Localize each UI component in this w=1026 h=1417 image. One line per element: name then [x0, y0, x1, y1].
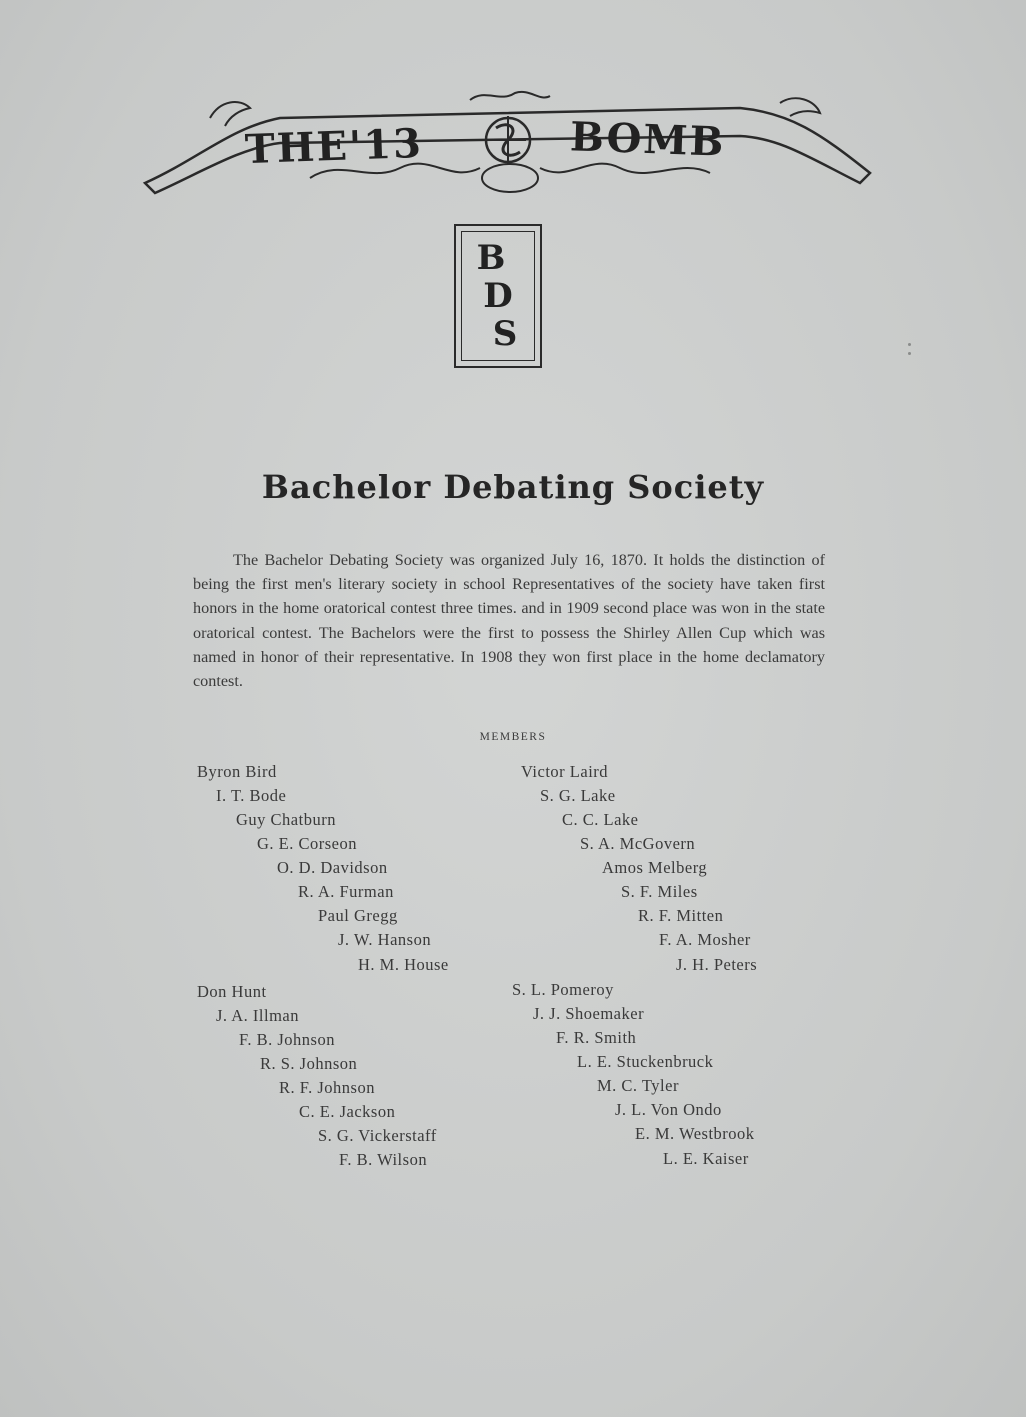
member-name: Don Hunt	[197, 982, 267, 1001]
member-name: J. W. Hanson	[338, 930, 432, 949]
history-paragraph: The Bachelor Debating Society was organized July 16, 1870. It holds the distinction of being the first men's literary society in school Representatives of the society have taken first honors in the home oratorical contest three times. and in 1909 second place was won in the state oratorical contest. The Bachelors were the first to possess the Shirley Allen Cup which was named in honor of their representative. In 1908 they won first place in the home declamatory contest.	[193, 551, 825, 691]
member-name: S. L. Pomeroy	[512, 980, 614, 999]
member-name: F. B. Wilson	[339, 1150, 428, 1169]
member-name: S. G. Lake	[540, 786, 616, 805]
member-name: Byron Bird	[197, 762, 277, 781]
member-name: S. A. McGovern	[580, 834, 696, 853]
monogram-letter: B	[476, 238, 506, 278]
member-name: R. A. Furman	[298, 882, 394, 901]
header-banner	[140, 88, 875, 203]
member-name: J. J. Shoemaker	[533, 1004, 645, 1023]
member-name: R. S. Johnson	[260, 1054, 358, 1073]
member-name: F. B. Johnson	[239, 1030, 335, 1049]
member-name: L. E. Stuckenbruck	[577, 1052, 714, 1071]
member-name: C. E. Jackson	[299, 1102, 396, 1121]
member-name: Paul Gregg	[318, 906, 398, 925]
member-name: J. L. Von Ondo	[615, 1100, 722, 1119]
banner-left-text: THE'13	[244, 119, 424, 174]
monogram-letter: S	[492, 314, 518, 354]
paper-speck	[908, 343, 911, 346]
member-name: F. R. Smith	[556, 1028, 637, 1047]
member-name: I. T. Bode	[216, 786, 287, 805]
member-name: S. G. Vickerstaff	[318, 1126, 437, 1145]
banner-right-text: BOMB	[569, 113, 727, 166]
member-name: Victor Laird	[521, 762, 609, 781]
member-name: Amos Melberg	[602, 858, 708, 877]
member-name: Guy Chatburn	[236, 810, 336, 829]
member-name: M. C. Tyler	[597, 1076, 679, 1095]
member-name: S. F. Miles	[621, 882, 698, 901]
monogram-box	[454, 224, 542, 368]
member-name: L. E. Kaiser	[663, 1149, 749, 1168]
paper-speck	[908, 352, 911, 355]
member-name: E. M. Westbrook	[635, 1124, 755, 1143]
member-name: C. C. Lake	[562, 810, 639, 829]
member-name: H. M. House	[358, 955, 449, 974]
member-name: R. F. Mitten	[638, 906, 724, 925]
page-title: Bachelor Debating Society	[261, 468, 765, 506]
member-name: G. E. Corseon	[257, 834, 357, 853]
monogram-letter: D	[483, 276, 513, 316]
members-heading: MEMBERS	[479, 731, 547, 743]
member-name: R. F. Johnson	[279, 1078, 375, 1097]
member-name: J. A. Illman	[216, 1006, 299, 1025]
member-name: J. H. Peters	[676, 955, 758, 974]
member-name: F. A. Mosher	[659, 930, 751, 949]
member-name: O. D. Davidson	[277, 858, 388, 877]
